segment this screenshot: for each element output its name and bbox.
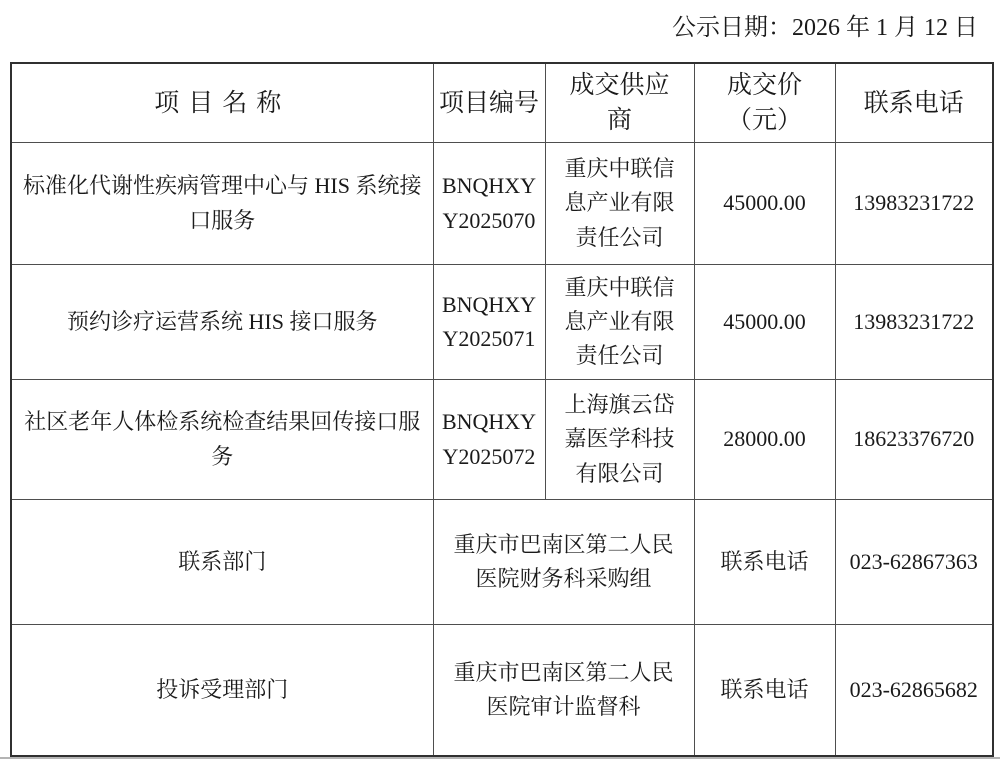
department-cell: [433, 500, 694, 625]
project-name: 社区老年人体检系统检查结果回传接口服务: [24, 409, 421, 469]
supplier-name: 上海旗云岱嘉医学科技有限公司: [564, 392, 675, 486]
column-header-label: 成交供应商: [569, 72, 670, 134]
phone-cell: 13983231722: [835, 265, 993, 380]
table-header-row: [11, 63, 993, 143]
column-header-project-code: [433, 63, 545, 143]
supplier-cell: [545, 143, 694, 265]
column-header-label: 成交价（元）: [726, 72, 802, 134]
price-cell: 28000.00: [694, 380, 835, 500]
phone-cell: 18623376720: [835, 380, 993, 500]
price-cell: 45000.00: [694, 265, 835, 380]
column-header-label: 项目编号: [438, 89, 539, 117]
page-edge-shadow: [0, 757, 1000, 759]
project-name-cell: [11, 265, 433, 380]
department-name: 重庆市巴南区第二人民医院审计监督科: [453, 659, 674, 719]
project-code: BNQHXYY2025072: [441, 409, 537, 469]
column-header-phone: [835, 63, 993, 143]
column-header-label: 联系电话: [863, 89, 964, 117]
phone-cell: 023-62867363: [835, 500, 993, 625]
phone-label-cell: 联系电话: [694, 500, 835, 625]
column-header-price: [694, 63, 835, 143]
supplier-cell: [545, 265, 694, 380]
project-name: 标准化代谢性疾病管理中心与 HIS 系统接口服务: [23, 173, 422, 233]
contact-label-cell: 联系部门: [11, 500, 433, 625]
phone-cell: 13983231722: [835, 143, 993, 265]
supplier-cell: [545, 380, 694, 500]
column-header-project-name: [11, 63, 433, 143]
project-name-cell: [11, 380, 433, 500]
department-cell: [433, 625, 694, 756]
column-header-supplier: [545, 63, 694, 143]
phone-cell: 023-62865682: [835, 625, 993, 756]
table-row-project-2: [11, 265, 993, 380]
project-code: BNQHXYY2025071: [441, 291, 537, 351]
table-row-contact-department: [11, 500, 993, 625]
project-name: 预约诊疗运营系统 HIS 接口服务: [67, 308, 378, 334]
publish-date: 公示日期：2026 年 1 月 12 日: [672, 15, 978, 41]
project-code-cell: [433, 380, 545, 500]
project-name-cell: [11, 143, 433, 265]
supplier-name: 重庆中联信息产业有限责任公司: [564, 274, 675, 369]
contact-label-cell: 投诉受理部门: [11, 625, 433, 756]
table-row-complaint-department: [11, 625, 993, 756]
procurement-result-table: [10, 62, 994, 757]
supplier-name: 重庆中联信息产业有限责任公司: [564, 156, 675, 250]
table-row-project-1: [11, 143, 993, 265]
phone-label-cell: 联系电话: [694, 625, 835, 756]
table-row-project-3: [11, 380, 993, 500]
column-header-label: 项目名称: [154, 89, 291, 117]
project-code-cell: [433, 143, 545, 265]
price-cell: 45000.00: [694, 143, 835, 265]
project-code: BNQHXYY2025070: [441, 173, 537, 233]
project-code-cell: [433, 265, 545, 380]
department-name: 重庆市巴南区第二人民医院财务科采购组: [453, 531, 674, 591]
